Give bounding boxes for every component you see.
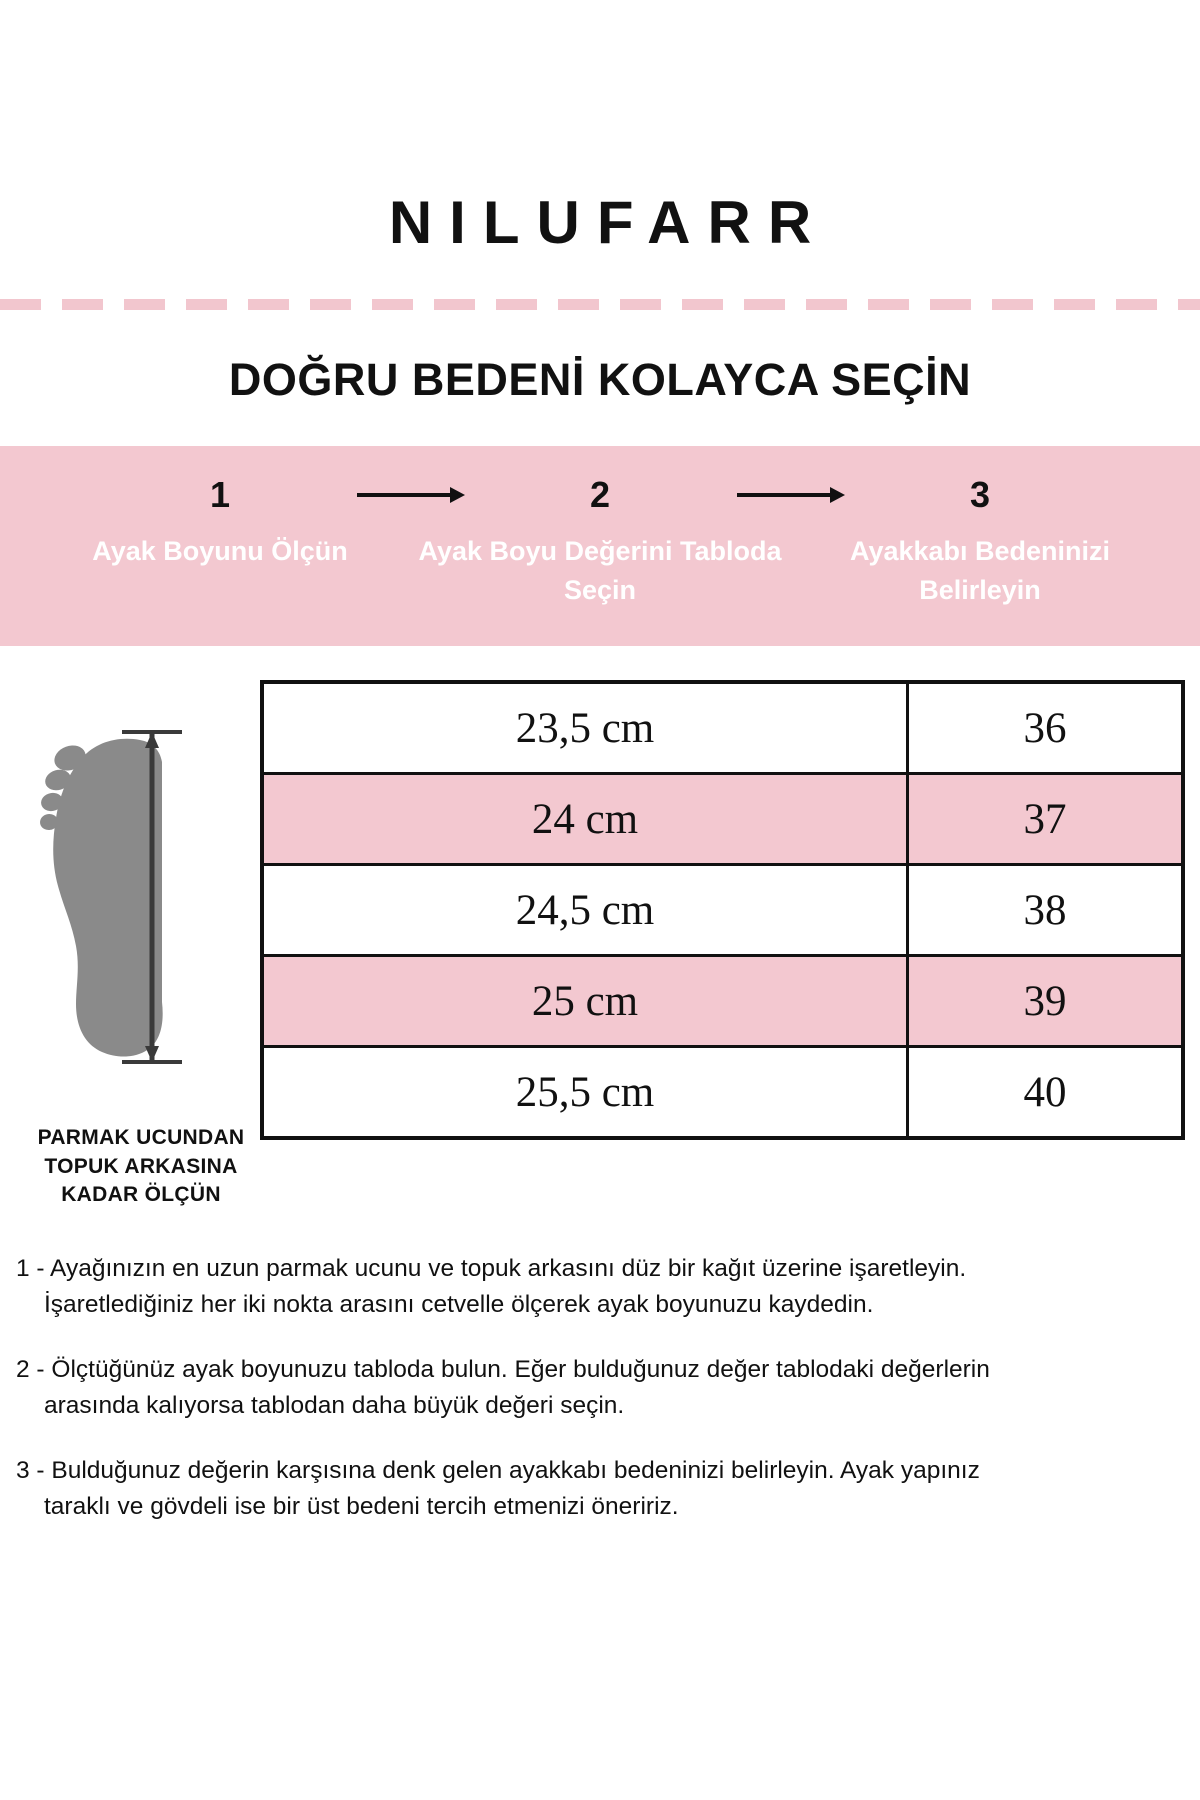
step-label-3: Ayakkabı Bedeninizi Belirleyin [849,536,1111,606]
table-row [262,956,1183,1047]
foot-illustration-column [22,680,260,1209]
foot-icon [22,714,260,1114]
step-number-1: 1 [209,474,231,515]
step-number-3: 3 [969,474,991,515]
foot-length-cell: 24 cm [262,774,908,865]
steps-band [0,446,1200,646]
foot-caption-line-2: TOPUK ARKASINA [44,1154,238,1178]
instruction-1-line-2: İşaretlediğiniz her iki nokta arasını cetvelle ölçerek ayak boyunuzu kaydedin. [44,1290,874,1318]
table-row [262,774,1183,865]
foot-length-cell: 24,5 cm [262,865,908,956]
foot-caption [22,1124,260,1209]
table-row [262,1047,1183,1139]
shoe-size-cell: 40 [908,1047,1184,1139]
steps-label-row [0,532,1200,610]
step-label-1: Ayak Boyunu Ölçün [92,536,348,566]
shoe-size-cell: 37 [908,774,1184,865]
dashed-divider [0,299,1200,310]
foot-length-cell: 23,5 cm [262,682,908,774]
foot-length-cell: 25,5 cm [262,1047,908,1139]
page-title: DOĞRU BEDENİ KOLAYCA SEÇİN [228,354,972,405]
instruction-item-3 [16,1453,1174,1524]
instruction-item-2 [16,1352,1174,1423]
shoe-size-cell: 38 [908,865,1184,956]
instruction-2-line-2: arasında kalıyorsa tablodan daha büyük değeri seçin. [44,1391,625,1419]
instruction-3-line-1: 3 - Bulduğunuz değerin karşısına denk gelen ayakkabı bedeninizi belirleyin. Ayak yapınız [16,1457,980,1485]
brand-header [0,0,1200,257]
foot-length-cell: 25 cm [262,956,908,1047]
foot-caption-line-1: PARMAK UCUNDAN [37,1126,245,1150]
arrow-right-icon [334,484,486,506]
shoe-size-cell: 39 [908,956,1184,1047]
instruction-3-line-2: taraklı ve gövdeli ise bir üst bedeni tercih etmenizi öneririz. [44,1492,679,1520]
instructions-list [0,1209,1200,1524]
instruction-2-line-1: 2 - Ölçtüğünüz ayak boyunuzu tabloda bulun. Eğer bulduğunuz değer tablodaki değerlerin [16,1356,990,1384]
size-table [260,680,1185,1140]
arrow-right-icon-2 [714,484,866,506]
size-table-column [260,680,1200,1140]
brand-name: NILUFARR [388,189,829,256]
measure-section [0,646,1200,1209]
steps-number-row [0,474,1200,516]
step-label-2: Ayak Boyu Değerini Tabloda Seçin [418,536,782,606]
table-row [262,865,1183,956]
instruction-item-1 [16,1251,1174,1322]
table-row [262,682,1183,774]
foot-caption-line-3: KADAR ÖLÇÜN [61,1182,221,1206]
shoe-size-cell: 36 [908,682,1184,774]
instruction-1-line-1: 1 - Ayağınızın en uzun parmak ucunu ve topuk arkasını düz bir kağıt üzerine işaretleyin. [16,1255,967,1283]
step-number-2: 2 [589,474,611,515]
